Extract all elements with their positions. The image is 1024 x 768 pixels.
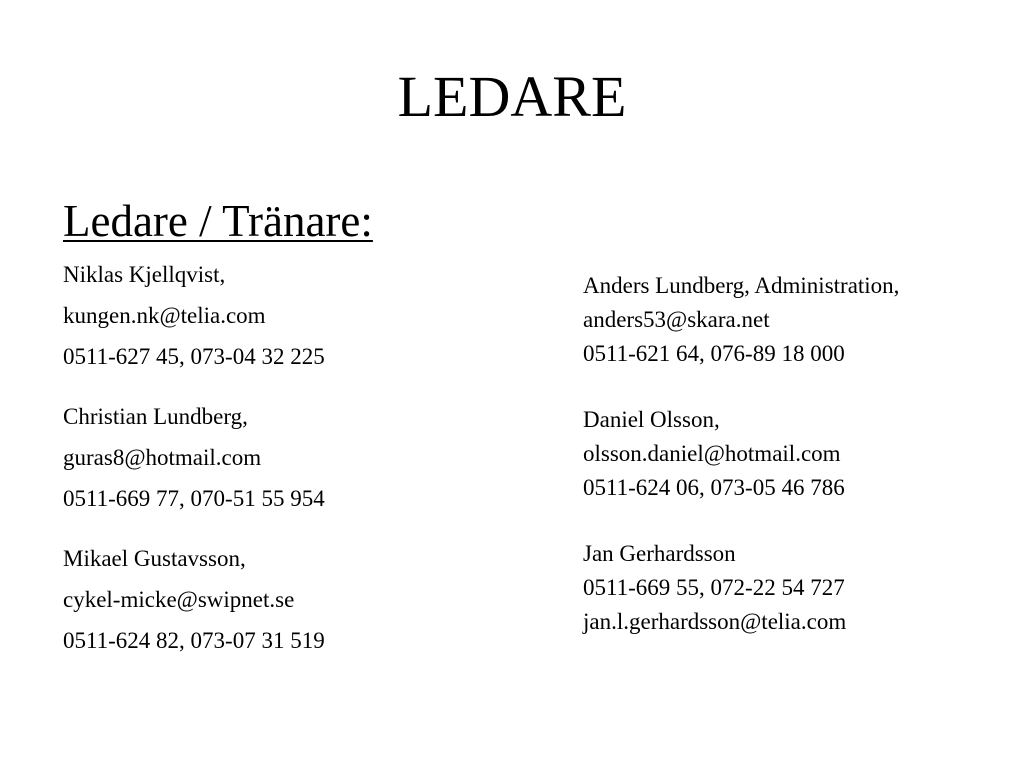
contact-name: Christian Lundberg, [63, 404, 248, 429]
contact-email: anders53@skara.net [583, 307, 770, 332]
contact-email: kungen.nk@telia.com [63, 303, 266, 328]
left-column [63, 192, 533, 680]
contact-phones: 0511-624 06, 073-05 46 786 [583, 475, 845, 500]
contact-name: Daniel Olsson, [583, 407, 720, 432]
contact-entry [63, 396, 533, 519]
contact-entry [583, 537, 1013, 639]
contact-name: Jan Gerhardsson [583, 541, 736, 566]
contact-entry [63, 254, 533, 377]
contact-name: Mikael Gustavsson, [63, 546, 246, 571]
contact-phones: 0511-627 45, 073-04 32 225 [63, 344, 325, 369]
contact-name-role: Anders Lundberg, Administration, [583, 273, 900, 298]
contact-email: cykel-micke@swipnet.se [63, 587, 295, 612]
contact-email: jan.l.gerhardsson@telia.com [583, 609, 847, 634]
contact-email: olsson.daniel@hotmail.com [583, 441, 841, 466]
contact-entry [63, 538, 533, 661]
contact-phones: 0511-669 77, 070-51 55 954 [63, 486, 325, 511]
contact-entry [583, 403, 1013, 505]
right-column [583, 269, 1013, 671]
contact-phones: 0511-621 64, 076-89 18 000 [583, 341, 845, 366]
contact-name: Niklas Kjellqvist, [63, 262, 226, 287]
contact-phones: 0511-669 55, 072-22 54 727 [583, 575, 845, 600]
contact-email: guras8@hotmail.com [63, 445, 262, 470]
section-heading: Ledare / Tränare: [63, 196, 373, 246]
contact-phones: 0511-624 82, 073-07 31 519 [63, 628, 325, 653]
slide-title: LEDARE [397, 64, 627, 129]
contact-entry [583, 269, 1013, 371]
